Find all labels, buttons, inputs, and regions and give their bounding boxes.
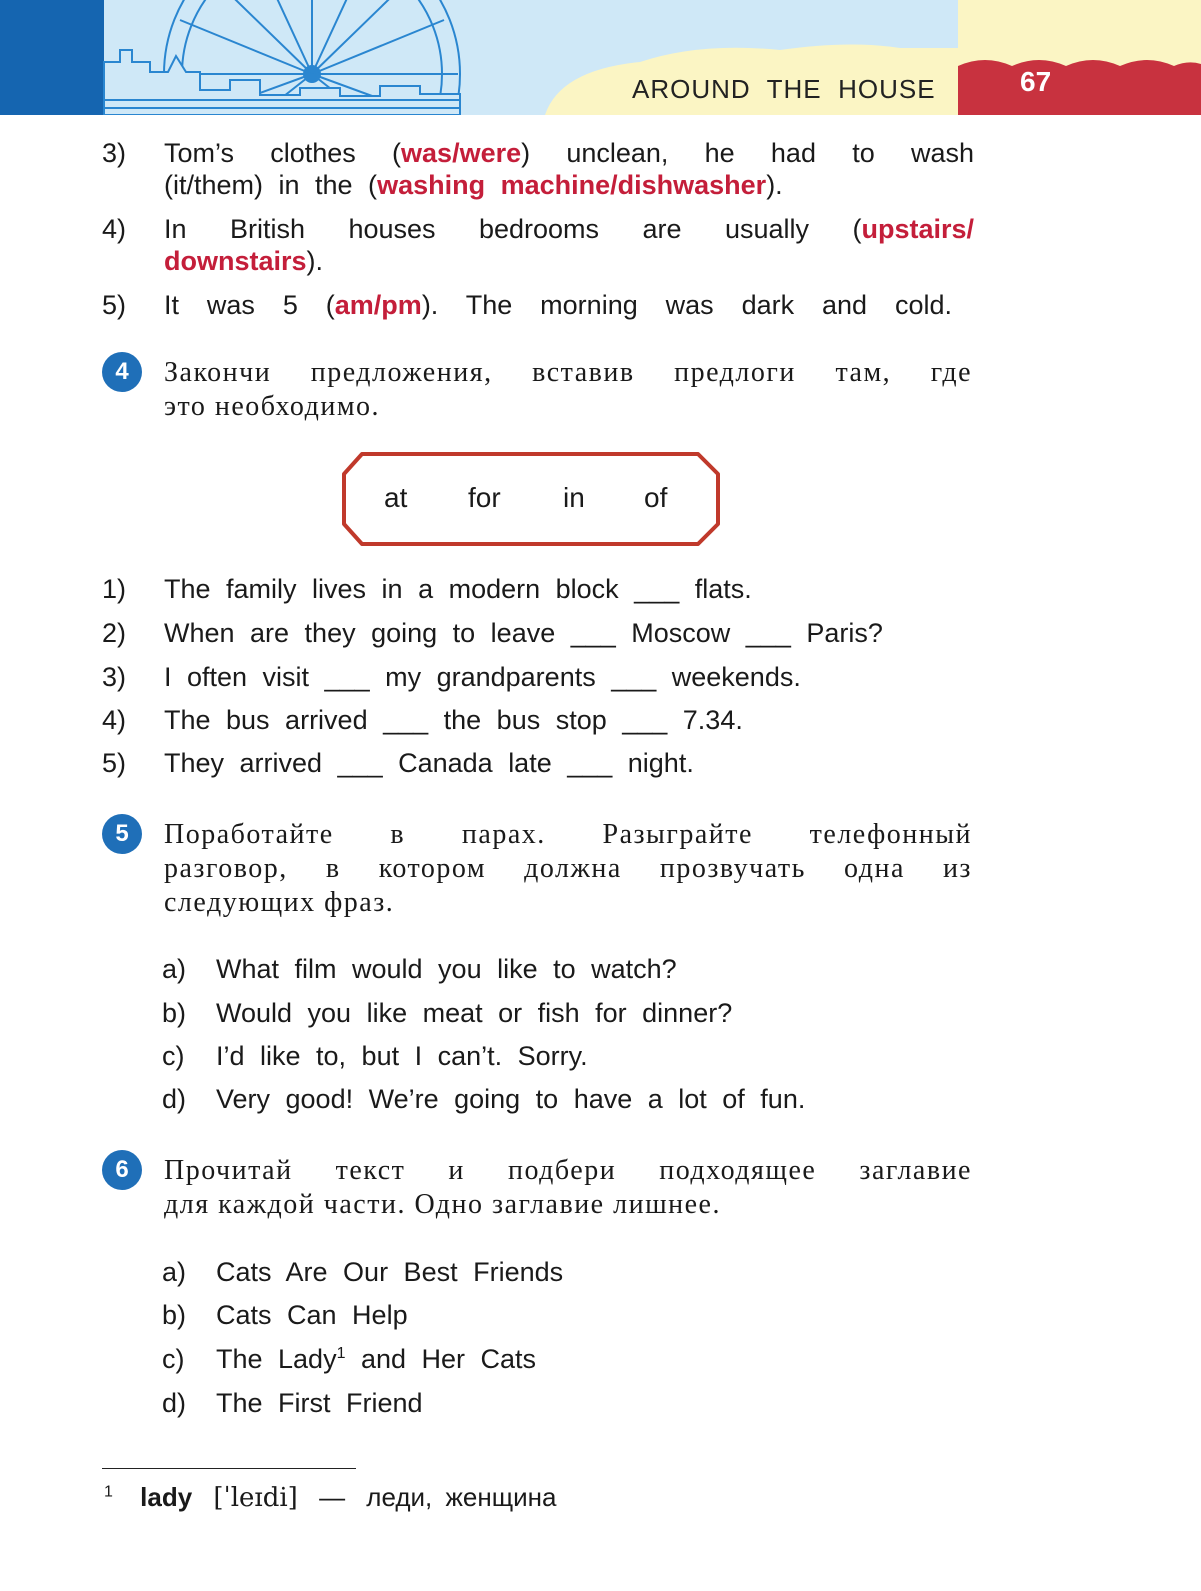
item-text: I often visit ___ my grandparents ___ weekends. — [164, 662, 801, 692]
item-text: I’d like to, but I can’t. Sorry. — [216, 1041, 588, 1071]
item-text: In British houses bedrooms are usually (upstairs/ — [164, 214, 974, 244]
word-bank — [340, 450, 722, 548]
section-title: AROUND THE HOUSE — [632, 74, 936, 104]
item-number: 5) — [102, 748, 127, 778]
task-instruction: Поработайте в парах. Разыграйте телефонный разговор, в котором должна прозвучать одна из следующих фраз. — [164, 819, 972, 918]
item-number: 3) — [102, 662, 127, 692]
word-bank-item: of — [644, 482, 668, 513]
footnote-marker: 1 — [336, 1345, 346, 1362]
transcription: [ˈleɪdi] — [213, 1483, 298, 1513]
item-letter: c) — [162, 1041, 185, 1071]
item-text: It was 5 (am/pm). The morning was dark and cold. — [164, 290, 953, 320]
task-number-badge: 6 — [102, 1150, 142, 1190]
item-text: Tom’s clothes (was/were) unclean, he had to wash — [164, 138, 974, 168]
answer-choice: downstairs — [164, 246, 307, 276]
footnote-word: lady — [140, 1482, 193, 1512]
translation: леди, женщина — [366, 1482, 557, 1512]
answer-choice: washing machine/dishwasher — [377, 170, 767, 200]
item-letter: b) — [162, 1300, 187, 1330]
item-text: When are they going to leave ___ Moscow ___ Paris? — [164, 618, 883, 648]
item-letter: b) — [162, 998, 187, 1028]
item-number: 3) — [102, 138, 127, 168]
item-letter: c) — [162, 1344, 185, 1374]
footnote — [104, 1482, 556, 1513]
item-text: downstairs). — [164, 246, 324, 276]
dash: — — [319, 1482, 346, 1512]
footnote-number: 1 — [104, 1483, 113, 1501]
item-text: What film would you like to watch? — [216, 954, 677, 984]
item-number: 4) — [102, 705, 127, 735]
item-text: Very good! We’re going to have a lot of fun. — [216, 1084, 806, 1114]
word-bank-item: for — [468, 482, 501, 513]
footnote-divider — [102, 1468, 356, 1469]
task-instruction: Прочитай текст и подбери подходящее заглавие для каждой части. Одно заглавие лишнее. — [164, 1155, 972, 1220]
answer-choice: upstairs/ — [861, 214, 974, 244]
task-number-badge: 4 — [102, 352, 142, 392]
page-header — [0, 0, 1201, 115]
item-text: The bus arrived ___ the bus stop ___ 7.34. — [164, 705, 743, 735]
answer-choice: was/were — [401, 138, 522, 168]
item-text: Would you like meat or fish for dinner? — [216, 998, 733, 1028]
item-text: (it/them) in the (washing machine/dishwasher). — [164, 170, 783, 200]
item-text: The First Friend — [216, 1388, 423, 1418]
item-number: 1) — [102, 574, 127, 604]
item-text: The Lady$^1$ and Her Cats — [216, 1344, 537, 1374]
item-text: Cats Can Help — [216, 1300, 408, 1330]
word-bank-item: in — [563, 482, 585, 513]
item-text: They arrived ___ Canada late ___ night. — [164, 748, 694, 778]
task-instruction: Закончи предложения, вставив предлоги там, где это необходимо. — [164, 357, 972, 422]
item-text: Cats Are Our Best Friends — [216, 1257, 564, 1287]
item-letter: a) — [162, 954, 187, 984]
answer-choice: am/pm — [334, 290, 422, 320]
item-text: The family lives in a modern block ___ flats. — [164, 574, 752, 604]
item-number: 4) — [102, 214, 127, 244]
word-bank-item: at — [384, 482, 408, 513]
item-number: 2) — [102, 618, 127, 648]
task-number-badge: 5 — [102, 814, 142, 854]
item-letter: a) — [162, 1257, 187, 1287]
item-letter: d) — [162, 1084, 187, 1114]
item-number: 5) — [102, 290, 127, 320]
item-letter: d) — [162, 1388, 187, 1418]
page-number: 67 — [1020, 66, 1052, 97]
